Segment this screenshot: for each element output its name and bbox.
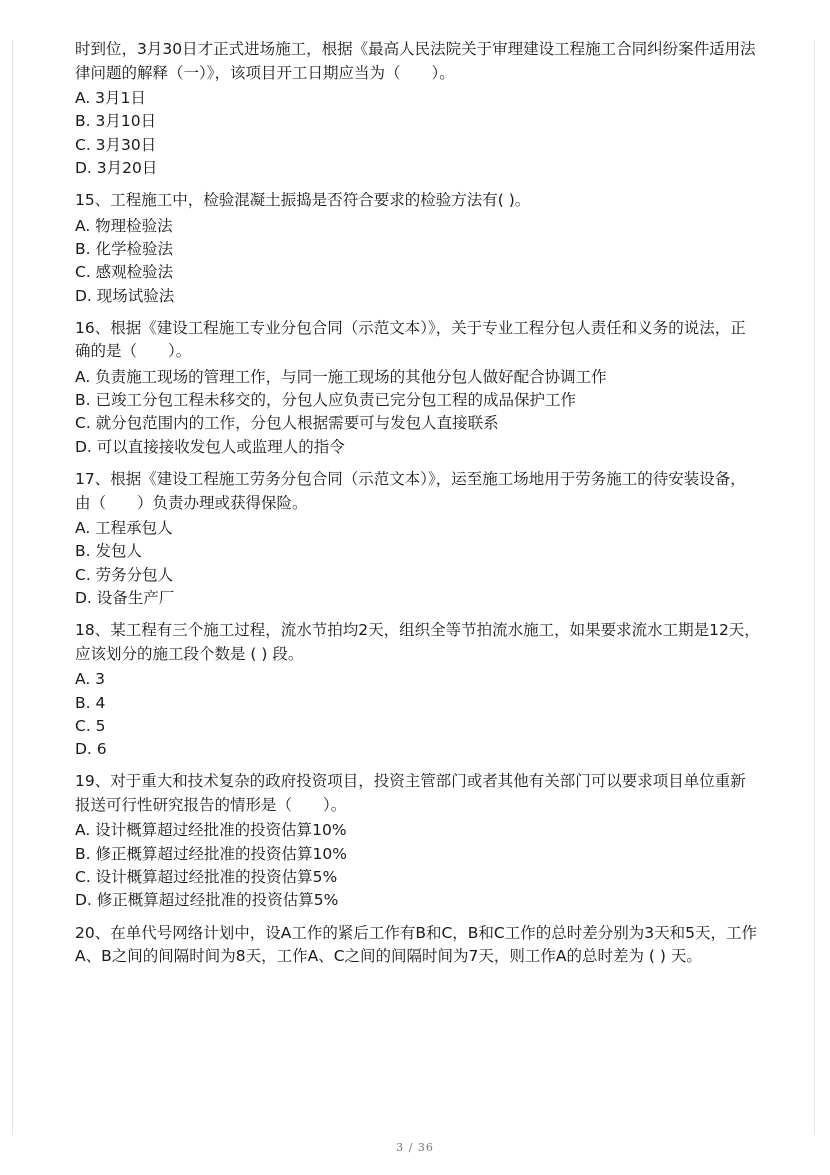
- option-d: D. 修正概算超过经批准的投资估算5%: [75, 891, 339, 910]
- option-list: [75, 517, 760, 610]
- option-b: B. 3月10日: [75, 112, 157, 131]
- option-list: [75, 366, 760, 459]
- option-b: B. 4: [75, 693, 106, 712]
- question-stem: 16、根据《建设工程施工专业分包合同（示范文本）》，关于专业工程分包人责任和义务的说法，正确的是（ ）。: [75, 318, 746, 361]
- question-16: [75, 317, 760, 459]
- question-18: [75, 619, 760, 761]
- option-d: D. 6: [75, 740, 107, 759]
- question-15: [75, 189, 760, 308]
- question-17: [75, 468, 760, 610]
- question-stem: 19、对于重大和技术复杂的政府投资项目，投资主管部门或者其他有关部门可以要求项目单位重新报送可行性研究报告的情形是（ ）。: [75, 772, 746, 814]
- page-border-right: [814, 40, 815, 1135]
- option-c: C. 就分包范围内的工作，分包人根据需要可与发包人直接联系: [75, 414, 499, 433]
- option-b: B. 化学检验法: [75, 239, 173, 258]
- option-c: C. 劳务分包人: [75, 565, 174, 584]
- option-c: C. 设计概算超过经批准的投资估算5%: [75, 868, 338, 887]
- question-list: [75, 38, 760, 978]
- page-border-left: [12, 40, 13, 1135]
- option-b: B. 发包人: [75, 542, 142, 561]
- option-a: A. 设计概算超过经批准的投资估算10%: [75, 821, 347, 840]
- question-19: [75, 770, 760, 912]
- option-a: A. 3: [75, 670, 106, 689]
- option-a: A. 负责施工现场的管理工作，与同一施工现场的其他分包人做好配合协调工作: [75, 367, 607, 386]
- option-c: C. 感观检验法: [75, 263, 174, 282]
- option-a: A. 物理检验法: [75, 216, 173, 235]
- option-b: B. 修正概算超过经批准的投资估算10%: [75, 844, 347, 863]
- option-d: D. 3月20日: [75, 158, 158, 177]
- page-indicator: 3 / 36: [396, 1141, 434, 1154]
- option-c: C. 5: [75, 716, 106, 735]
- question-stem: 17、根据《建设工程施工劳务分包合同（示范文本）》，运至施工场地用于劳务施工的待安装设备，由（ ）负责办理或获得保险。: [75, 470, 746, 512]
- option-a: A. 工程承包人: [75, 519, 173, 538]
- question-stem: 时到位，3月30日才正式进场施工，根据《最高人民法院关于审理建设工程施工合同纠纷案件适用法律问题的解释（一）》，该项目开工日期应当为（ ）。: [75, 40, 756, 82]
- option-list: [75, 819, 760, 912]
- option-a: A. 3月1日: [75, 89, 146, 107]
- option-d: D. 可以直接接收发包人或监理人的指令: [75, 437, 345, 456]
- option-d: D. 设备生产厂: [75, 588, 175, 607]
- question-stem: 15、工程施工中，检验混凝土振捣是否符合要求的检验方法有( )。: [75, 191, 531, 210]
- option-list: [75, 87, 760, 180]
- option-b: B. 已竣工分包工程未移交的，分包人应负责已完分包工程的成品保护工作: [75, 391, 576, 410]
- question-stem: 18、某工程有三个施工过程，流水节拍均2天，组织全等节拍流水施工，如果要求流水工期是12天，应该划分的施工段个数是 ( ) 段。: [75, 621, 760, 663]
- option-c: C. 3月30日: [75, 135, 157, 154]
- option-list: [75, 215, 760, 308]
- option-list: [75, 668, 760, 761]
- question-20: [75, 922, 760, 969]
- option-d: D. 现场试验法: [75, 286, 175, 305]
- question-stem: 20、在单代号网络计划中，设A工作的紧后工作有B和C，B和C工作的总时差分别为3天和5天，工作A、B之间的间隔时间为8天，工作A、C之间的间隔时间为7天，则工作A的总时差为 ( ) 天。: [75, 923, 757, 966]
- question-14-continued: [75, 38, 760, 180]
